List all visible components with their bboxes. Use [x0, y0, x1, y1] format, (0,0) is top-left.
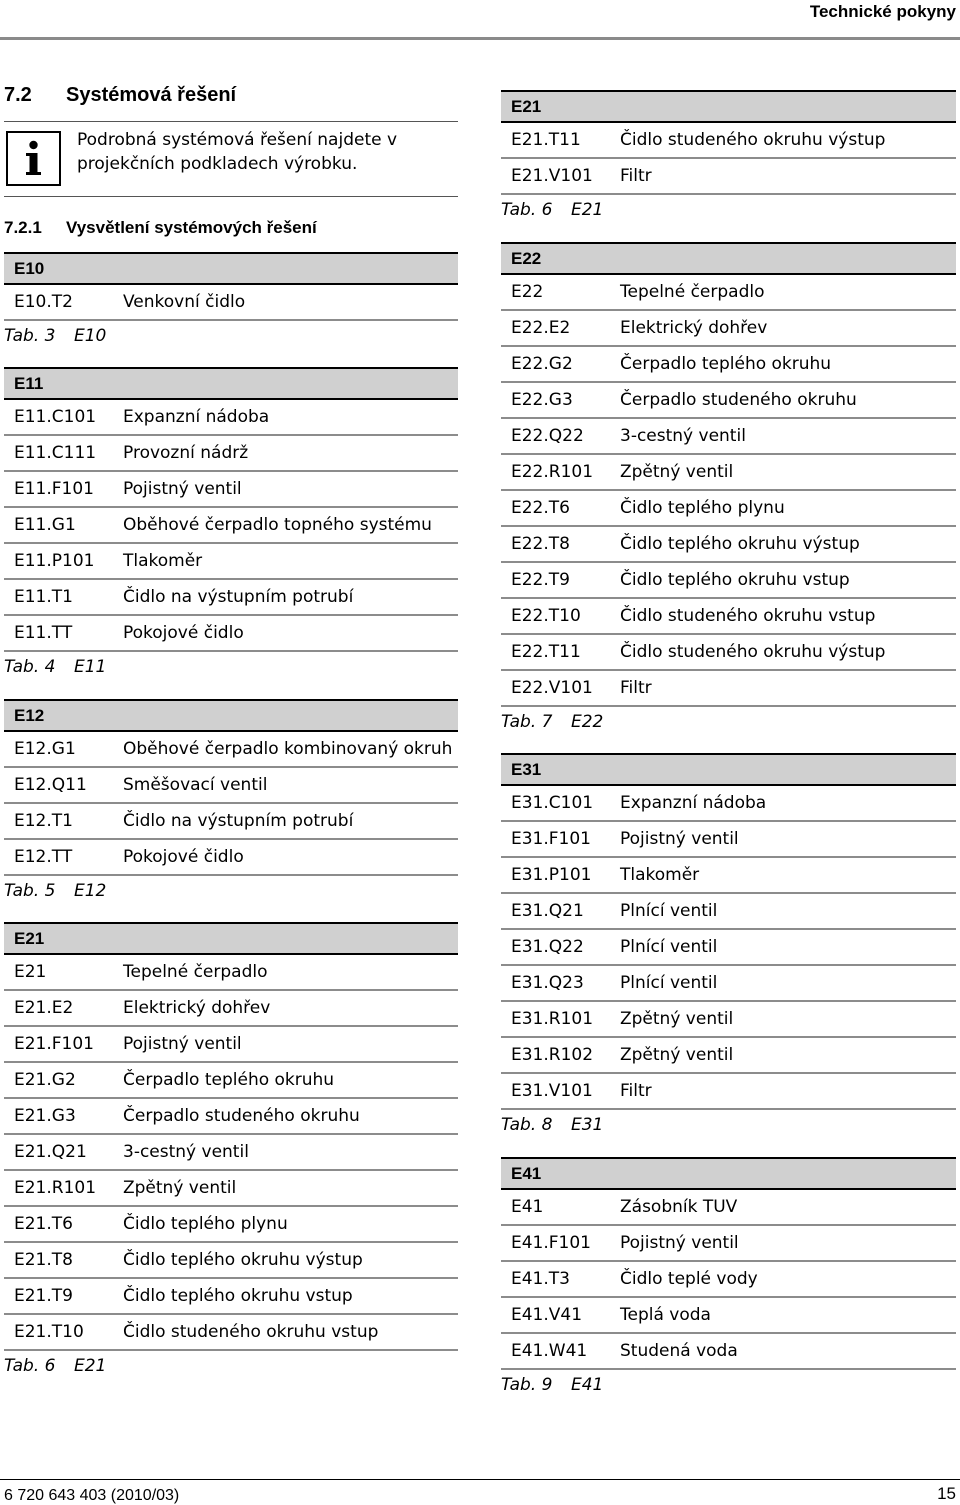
footer-rule [0, 1479, 960, 1480]
row-code: E31.C101 [511, 793, 594, 813]
table-row [501, 1298, 956, 1334]
row-code: E21 [14, 962, 47, 982]
table-row [4, 840, 458, 876]
table-row [501, 1038, 956, 1074]
info-icon [6, 131, 61, 186]
row-description: Čerpadlo studeného okruhu [123, 1106, 360, 1126]
table-row [501, 1074, 956, 1110]
row-code: E21.F101 [14, 1034, 95, 1054]
table-row [4, 544, 458, 580]
table-caption [501, 707, 956, 737]
row-code: E12.G1 [14, 739, 76, 759]
section-number: 7.2 [4, 84, 32, 106]
row-description: Oběhové čerpadlo kombinovaný okruh [123, 739, 453, 759]
row-code: E31.Q23 [511, 973, 584, 993]
table-header: E31 [501, 753, 956, 786]
table-row [501, 347, 956, 383]
row-code: E22 [511, 282, 544, 302]
table-caption [501, 1370, 956, 1400]
row-description: Elektrický dohřev [123, 998, 271, 1018]
table-row [4, 400, 458, 436]
table-row [4, 508, 458, 544]
table-e31 [501, 753, 956, 1140]
row-description: Pojistný ventil [123, 1034, 242, 1054]
row-description: Čidlo studeného okruhu vstup [620, 606, 876, 626]
row-description: Pokojové čidlo [123, 623, 244, 643]
row-description: Tepelné čerpadlo [620, 282, 765, 302]
row-description: 3-cestný ventil [123, 1142, 249, 1162]
row-description: Čidlo teplého plynu [620, 498, 785, 518]
row-code: E31.P101 [511, 865, 592, 885]
row-code: E22.Q22 [511, 426, 584, 446]
table-caption [501, 195, 956, 225]
table-row [4, 804, 458, 840]
table-e10 [4, 252, 458, 351]
header-title: Technické pokyny [809, 2, 956, 21]
row-description: Filtr [620, 166, 652, 186]
row-description: Studená voda [620, 1341, 738, 1361]
row-description: Plnící ventil [620, 901, 718, 921]
caption-label: E21 [74, 1356, 107, 1376]
row-code: E11.T1 [14, 587, 73, 607]
row-code: E22.T8 [511, 534, 570, 554]
table-caption [4, 652, 458, 682]
row-code: E21.R101 [14, 1178, 97, 1198]
row-code: E21.G3 [14, 1106, 76, 1126]
table-caption [4, 876, 458, 906]
table-row [501, 671, 956, 707]
row-code: E12.Q11 [14, 775, 87, 795]
row-code: E22.E2 [511, 318, 571, 338]
table-e21-part1 [4, 922, 458, 1381]
row-description: Zpětný ventil [620, 1045, 734, 1065]
table-row [4, 1243, 458, 1279]
row-code: E11.TT [14, 623, 73, 643]
row-code: E31.V101 [511, 1081, 593, 1101]
row-code: E10.T2 [14, 292, 73, 312]
row-code: E41 [511, 1197, 544, 1217]
caption-label: E11 [74, 657, 107, 677]
table-row [501, 419, 956, 455]
table-row [501, 527, 956, 563]
caption-number: Tab. 4 [4, 657, 56, 677]
note-text: Podrobná systémová řešení najdete v projekčních podkladech výrobku. [77, 130, 398, 174]
row-description: Pojistný ventil [620, 1233, 739, 1253]
row-description: Čidlo studeného okruhu vstup [123, 1322, 379, 1342]
section-rule [4, 121, 458, 122]
row-code: E11.C101 [14, 407, 97, 427]
table-row [4, 580, 458, 616]
row-code: E11.G1 [14, 515, 76, 535]
table-header: E22 [501, 242, 956, 275]
page-number: 15 [937, 1484, 956, 1503]
table-row [4, 616, 458, 652]
row-description: Čidlo teplého okruhu výstup [620, 534, 860, 554]
table-row [4, 1171, 458, 1207]
caption-label: E12 [74, 881, 107, 901]
table-row [4, 732, 458, 768]
table-row [4, 1207, 458, 1243]
section-title: Systémová řešení [66, 84, 237, 106]
table-row [4, 1135, 458, 1171]
row-code: E11.F101 [14, 479, 95, 499]
caption-number: Tab. 7 [501, 712, 553, 732]
table-row [501, 599, 956, 635]
row-code: E22.T10 [511, 606, 581, 626]
caption-label: E21 [571, 200, 604, 220]
row-code: E41.V41 [511, 1305, 583, 1325]
row-description: Oběhové čerpadlo topného systému [123, 515, 432, 535]
table-caption [4, 1351, 458, 1381]
table-caption [501, 1110, 956, 1140]
row-code: E31.Q21 [511, 901, 584, 921]
row-description: Čerpadlo teplého okruhu [123, 1070, 335, 1090]
row-description: Venkovní čidlo [123, 292, 246, 312]
row-description: Čidlo na výstupním potrubí [123, 811, 354, 831]
row-code: E21.T6 [14, 1214, 73, 1234]
table-row [501, 311, 956, 347]
table-row [4, 1027, 458, 1063]
table-row [501, 455, 956, 491]
table-row [501, 275, 956, 311]
row-description: Čidlo teplého okruhu vstup [123, 1286, 353, 1306]
row-description: Elektrický dohřev [620, 318, 768, 338]
row-code: E21.V101 [511, 166, 593, 186]
table-row [501, 822, 956, 858]
row-description: Provozní nádrž [123, 443, 249, 463]
row-code: E22.R101 [511, 462, 594, 482]
row-code: E31.R101 [511, 1009, 594, 1029]
header-rule [0, 37, 960, 40]
table-row [501, 1334, 956, 1370]
document-code: 6 720 643 403 (2010/03) [4, 1487, 180, 1504]
row-code: E22.G3 [511, 390, 573, 410]
note-rule [4, 196, 458, 197]
row-description: Plnící ventil [620, 937, 718, 957]
row-description: Čidlo teplé vody [620, 1269, 758, 1289]
row-description: Tlakoměr [620, 865, 700, 885]
caption-number: Tab. 8 [501, 1115, 553, 1135]
table-row [501, 966, 956, 1002]
table-row [4, 768, 458, 804]
row-description: Filtr [620, 1081, 652, 1101]
row-code: E22.T11 [511, 642, 581, 662]
row-description: Expanzní nádoba [123, 407, 270, 427]
row-description: Čidlo teplého okruhu výstup [123, 1250, 363, 1270]
row-code: E31.F101 [511, 829, 592, 849]
table-row [501, 786, 956, 822]
table-row [4, 1099, 458, 1135]
table-row [4, 991, 458, 1027]
row-code: E21.T8 [14, 1250, 73, 1270]
caption-label: E41 [571, 1375, 604, 1395]
row-code: E31.R102 [511, 1045, 594, 1065]
caption-number: Tab. 6 [501, 200, 553, 220]
row-code: E21.Q21 [14, 1142, 87, 1162]
caption-number: Tab. 5 [4, 881, 56, 901]
row-code: E22.T9 [511, 570, 570, 590]
table-row [4, 436, 458, 472]
table-e41 [501, 1157, 956, 1400]
table-row [501, 563, 956, 599]
caption-number: Tab. 6 [4, 1356, 56, 1376]
row-description: 3-cestný ventil [620, 426, 746, 446]
row-description: Tepelné čerpadlo [123, 962, 268, 982]
table-row [501, 930, 956, 966]
row-code: E12.TT [14, 847, 73, 867]
row-code: E41.T3 [511, 1269, 570, 1289]
table-e12 [4, 699, 458, 906]
table-row [4, 472, 458, 508]
caption-number: Tab. 3 [4, 326, 56, 346]
row-description: Čidlo studeného okruhu výstup [620, 642, 886, 662]
table-e21-part2 [501, 90, 956, 225]
table-caption [4, 321, 458, 351]
row-code: E41.W41 [511, 1341, 588, 1361]
row-description: Tlakoměr [123, 551, 203, 571]
table-header: E21 [4, 922, 458, 955]
table-row [501, 858, 956, 894]
row-code: E22.T6 [511, 498, 570, 518]
row-code: E21.E2 [14, 998, 74, 1018]
table-row [501, 1190, 956, 1226]
table-row [4, 955, 458, 991]
subsection-number: 7.2.1 [4, 218, 42, 237]
row-description: Zásobník TUV [620, 1197, 738, 1217]
row-code: E22.G2 [511, 354, 573, 374]
row-description: Čidlo teplého okruhu vstup [620, 570, 850, 590]
row-description: Zpětný ventil [123, 1178, 237, 1198]
row-description: Zpětný ventil [620, 1009, 734, 1029]
row-description: Čerpadlo teplého okruhu [620, 354, 832, 374]
row-description: Zpětný ventil [620, 462, 734, 482]
table-row [501, 1002, 956, 1038]
table-row [501, 894, 956, 930]
row-description: Čidlo teplého plynu [123, 1214, 288, 1234]
row-description: Čerpadlo studeného okruhu [620, 390, 857, 410]
table-e22 [501, 242, 956, 737]
row-description: Expanzní nádoba [620, 793, 767, 813]
table-row [501, 123, 956, 159]
table-row [501, 1262, 956, 1298]
row-description: Čidlo na výstupním potrubí [123, 587, 354, 607]
row-code: E22.V101 [511, 678, 593, 698]
page-header [0, 0, 960, 44]
table-row [501, 159, 956, 195]
table-header: E10 [4, 252, 458, 285]
row-code: E11.C111 [14, 443, 97, 463]
row-code: E21.T11 [511, 130, 581, 150]
caption-label: E22 [571, 712, 604, 732]
row-code: E31.Q22 [511, 937, 584, 957]
row-description: Filtr [620, 678, 652, 698]
row-code: E41.F101 [511, 1233, 592, 1253]
row-code: E21.G2 [14, 1070, 76, 1090]
row-description: Pojistný ventil [620, 829, 739, 849]
caption-number: Tab. 9 [501, 1375, 553, 1395]
caption-label: E10 [74, 326, 107, 346]
table-row [501, 491, 956, 527]
row-code: E11.P101 [14, 551, 95, 571]
table-e11 [4, 367, 458, 682]
table-row [4, 285, 458, 321]
row-description: Směšovací ventil [123, 775, 268, 795]
caption-label: E31 [571, 1115, 604, 1135]
row-description: Teplá voda [620, 1305, 711, 1325]
table-header: E41 [501, 1157, 956, 1190]
row-code: E12.T1 [14, 811, 73, 831]
subsection-title: Vysvětlení systémových řešení [66, 218, 317, 237]
table-header: E21 [501, 90, 956, 123]
row-code: E21.T10 [14, 1322, 84, 1342]
table-row [501, 383, 956, 419]
row-code: E21.T9 [14, 1286, 73, 1306]
table-header: E12 [4, 699, 458, 732]
row-description: Plnící ventil [620, 973, 718, 993]
row-description: Čidlo studeného okruhu výstup [620, 130, 886, 150]
table-row [501, 635, 956, 671]
row-description: Pojistný ventil [123, 479, 242, 499]
table-row [4, 1063, 458, 1099]
table-row [4, 1279, 458, 1315]
table-row [501, 1226, 956, 1262]
row-description: Pokojové čidlo [123, 847, 244, 867]
table-row [4, 1315, 458, 1351]
table-header: E11 [4, 367, 458, 400]
